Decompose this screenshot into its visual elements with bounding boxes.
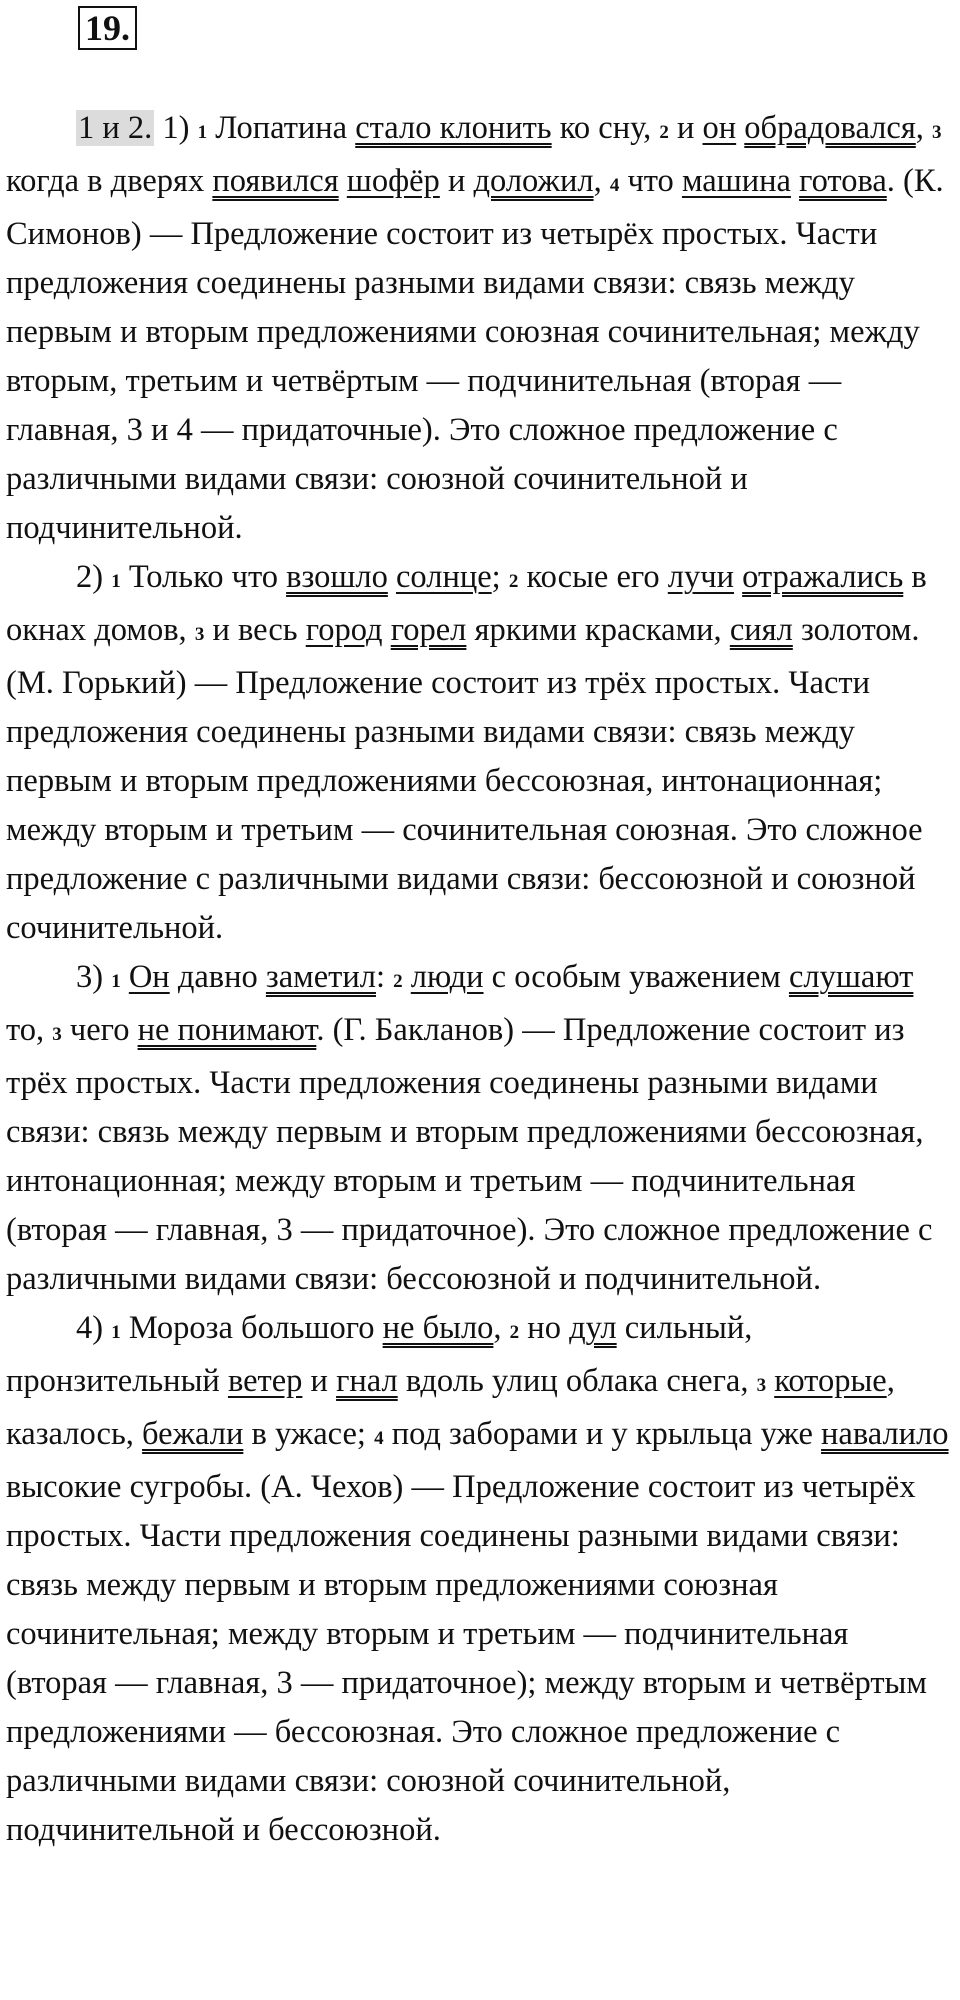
text: и [668,110,703,146]
text: : [375,959,394,995]
text: . (Г. Бакланов) — Предложение состоит из трёх простых. Части предложения соединены разными видами связи: связь между первым и вторым предложениями бессоюзная, интонационная; между вторым и третьим — подчинительная (вторая — главная, 3 — придаточное). Это сложное предложение с различными видами связи: бессоюзной и подчинительной. [6,1012,933,1297]
clause-marker: 1 [111,971,121,992]
item-number: 2) [76,559,112,595]
text [383,612,391,648]
text: чего [61,1012,138,1048]
text [766,1363,774,1399]
clause-marker: 3 [52,1024,62,1045]
paragraph-2 [6,553,956,953]
subject: лучи [667,559,735,595]
text [121,959,129,995]
clause-marker: 1 [197,122,208,143]
clause-marker: 2 [508,571,519,592]
clause-marker: 2 [393,971,403,992]
text: , [493,1310,510,1346]
predicate: обрадовался [744,110,916,146]
predicate: взошло [286,559,388,595]
subject: ветер [227,1363,303,1399]
clause-marker: 1 [111,571,121,592]
clause-marker: 2 [509,1322,520,1343]
text: то, [6,1012,53,1048]
text: Только что [120,559,287,595]
text: когда в дверях [6,163,213,199]
predicate: не было [382,1310,494,1346]
text: и [439,163,474,199]
text [403,959,411,995]
text [791,163,799,199]
text: под заборами и у крыльца уже [383,1416,822,1452]
text [388,559,396,595]
text: с особым уважением [483,959,789,995]
predicate: отражались [742,559,904,595]
item-number: 3) [76,959,112,995]
predicate: сиял [729,612,793,648]
task-number: 19. [78,6,137,50]
predicate: стало клонить [355,110,552,146]
clause-marker: 4 [374,1428,384,1449]
predicate: дул [569,1310,617,1346]
predicate: не понимают [137,1012,317,1048]
item-number: 4) [76,1310,112,1346]
text: , [915,110,933,146]
clause-marker: 3 [932,122,942,143]
subject: солнце [395,559,492,595]
subject: он [702,110,737,146]
text: косые его [518,559,668,595]
subject: которые [774,1363,887,1399]
subject: Он [128,959,170,995]
text: и весь [204,612,306,648]
text: , казалось, [6,1363,895,1452]
clause-marker: 3 [756,1375,767,1396]
text: высокие сугробы. (А. Чехов) — Предложение состоит из четырёх простых. Части предложения соединены разными видами связи: связь между первым и вторым предложениями союзная сочинительная; между вторым и третьим — подчинительная (вторая — главная, 3 — придаточное); между вторым и четвёртым предложениями — бессоюзная. Это сложное предложение с различными видами связи: союзной сочинительной, подчинительной и бессоюзной. [6,1469,927,1848]
text: ко сну, [551,110,660,146]
subject: шофёр [346,163,440,199]
predicate: заметил [265,959,376,995]
predicate: доложил [473,163,594,199]
clause-marker: 2 [659,122,669,143]
text: но [519,1310,570,1346]
clause-marker: 4 [609,175,620,196]
subject: люди [410,959,484,995]
text: и [302,1363,337,1399]
text: в окнах домов, [6,559,927,648]
predicate: навалило [821,1416,949,1452]
item-number: 1) [154,110,198,146]
clause-marker: 1 [111,1322,121,1343]
text: , [593,163,610,199]
subject: машина [681,163,791,199]
predicate: бежали [142,1416,244,1452]
predicate: готова [799,163,887,199]
text: ; [491,559,509,595]
text: вдоль улиц облака снега, [397,1363,757,1399]
predicate: появился [212,163,339,199]
text: давно [169,959,266,995]
text: . (К. Симонов) — Предложение состоит из четырёх простых. Части предложения соединены разными видами связи: связь между первым и вторым предложениями союзная сочинительная; между вторым, третьим и четвёртым — подчинительная (вторая — главная, 3 и 4 — придаточные). Это сложное предложение с различными видами связи: союзной сочинительной и подчинительной. [6,163,944,546]
text: Мороза большого [120,1310,383,1346]
text [339,163,347,199]
answer-text [6,104,956,1855]
predicate: слушают [788,959,914,995]
text: золотом. (М. Горький) — Предложение состоит из трёх простых. Части предложения соединены разными видами связи: связь между первым и вторым предложениями бессоюзная, интонационная; между вторым и третьим — сочинительная союзная. Это сложное предложение с различными видами связи: бессоюзной и союзной сочинительной. [6,612,923,946]
text [734,559,742,595]
predicate: гнал [336,1363,398,1399]
paragraph-1 [6,104,956,553]
paragraph-4 [6,1304,956,1855]
paragraph-3 [6,953,956,1304]
predicate: горел [390,612,467,648]
text: сильный, пронзительный [6,1310,753,1399]
text: яркими красками, [466,612,730,648]
subject: город [305,612,383,648]
text: что [619,163,682,199]
text: Лопатина [207,110,356,146]
text: в ужасе; [243,1416,375,1452]
clause-marker: 3 [194,624,205,645]
question-tag: 1 и 2. [78,110,153,146]
